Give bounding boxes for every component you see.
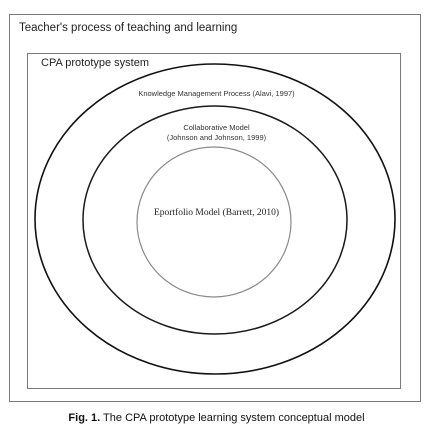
eportfolio-model-label: Eportfolio Model (Barrett, 2010)	[153, 208, 280, 218]
outer-frame-title: Teacher's process of teaching and learning	[19, 22, 238, 34]
knowledge-management-ring	[35, 64, 395, 374]
inner-frame-title: CPA prototype system	[41, 57, 150, 69]
figure-caption	[0, 412, 433, 424]
knowledge-management-label: Knowledge Management Process (Alavi, 1997)	[138, 89, 295, 98]
collaborative-model-label-line2: (Johnson and Johnson, 1999)	[166, 133, 267, 142]
collaborative-model-label-line1: Collaborative Model	[183, 123, 250, 132]
collaborative-model-label	[0, 123, 433, 143]
figure-caption-text: The CPA prototype learning system conceptual model	[100, 412, 365, 424]
eportfolio-model-ring	[137, 147, 291, 297]
figure-caption-prefix: Fig. 1.	[68, 412, 101, 424]
